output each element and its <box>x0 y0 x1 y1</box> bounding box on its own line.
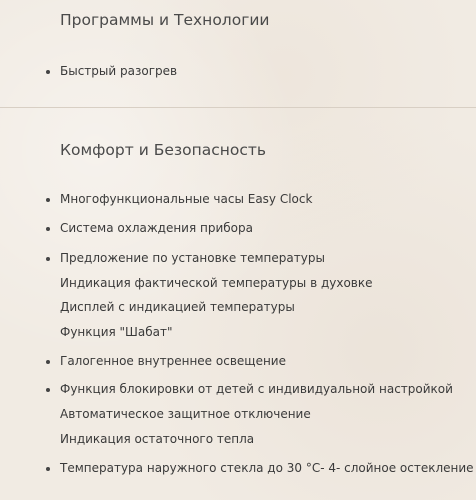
list-item-text: Индикация фактической температуры в духовке <box>60 276 373 290</box>
bullet-icon <box>46 467 50 471</box>
bullet-icon <box>46 257 50 261</box>
section-title: Комфорт и Безопасность <box>60 141 267 159</box>
bullet-icon <box>46 227 50 231</box>
list-item-text: Система охлаждения прибора <box>60 221 253 235</box>
list-item-text: Предложение по установке температуры <box>60 251 325 265</box>
list-item-text: Автоматическое защитное отключение <box>60 407 311 421</box>
bullet-icon <box>46 360 50 364</box>
list-item-text: Функция блокировки от детей с индивидуальной настройкой <box>60 382 453 396</box>
section-divider <box>0 107 476 108</box>
list-item-text: Галогенное внутреннее освещение <box>60 354 286 368</box>
list-item-text: Функция "Шабат" <box>60 325 173 339</box>
list-item-text: Температура наружного стекла до 30 °C- 4- слойное остекление <box>60 461 474 475</box>
bullet-icon <box>46 198 50 202</box>
list-item-text: Индикация остаточного тепла <box>60 432 255 446</box>
list-item-text: Дисплей с индикацией температуры <box>60 300 295 314</box>
bullet-icon <box>46 388 50 392</box>
bullet-icon <box>46 70 50 74</box>
section-title: Программы и Технологии <box>60 11 270 29</box>
list-item-text: Многофункциональные часы Easy Clock <box>60 192 313 206</box>
list-item-text: Быстрый разогрев <box>60 64 178 78</box>
